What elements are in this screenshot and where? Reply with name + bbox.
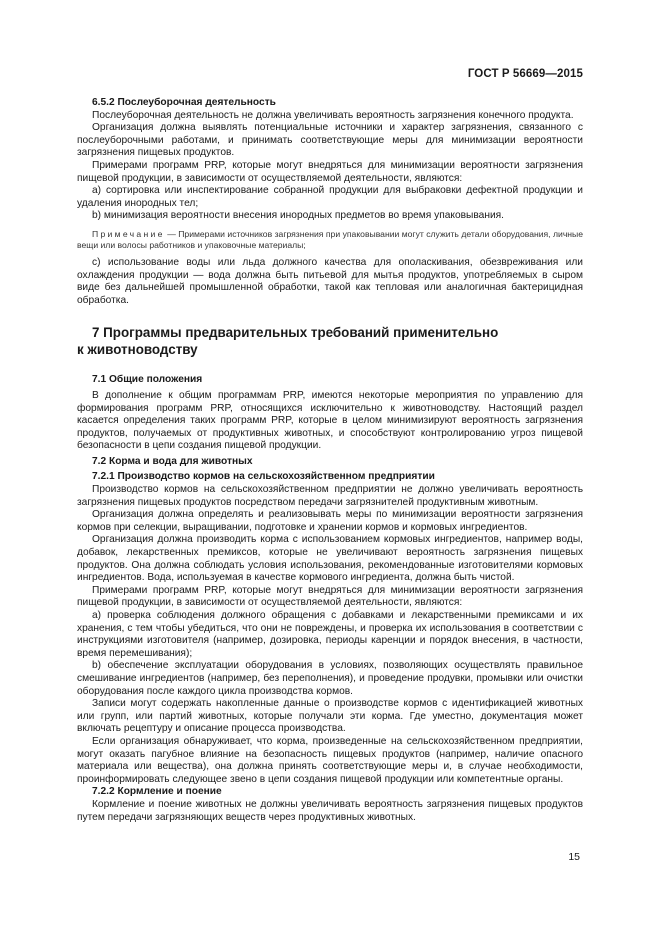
section-6-5-2-heading: 6.5.2 Послеуборочная деятельность — [92, 97, 276, 108]
paragraph: Если организация обнаруживает, что корма, произведенные на сельскохозяйственном предприятии, могут оказать пагубное влияние на безопасность пищевых продуктов (например, наличие опасного материала или вещества), она должна принять соответствующие меры и, в случае необходимости, проинформировать следующее звено в цепи создания пищевой продукции или компетентные органы. — [77, 735, 583, 785]
list-item: a) сортировка или инспектирование собранной продукции для выбраковки дефектной продукции и удаления инородных тел; — [77, 185, 583, 209]
paragraph: Послеуборочная деятельность не должна увеличивать вероятность загрязнения конечного продукта. — [92, 109, 574, 121]
paragraph: Организация должна выявлять потенциальные источники и характер загрязнения, связанного с послеуборочными работами, и принимать соответствующие меры для минимизации вероятности загрязнения пищевых продуктов. — [77, 122, 583, 159]
paragraph: В дополнение к общим программам PRP, имеются некоторые мероприятия по управлению для формирования программ PRP, относящихся исключительно к животноводству. Настоящий раздел касается определения таких программ PRP, которые в целом минимизируют вероятность загрязнения продуктов, получаемых от продуктивных животных, и способствуют контролированию угроз пищевой безопасности в цепи создания пищевой продукции. — [77, 389, 583, 452]
section-7-2-2-heading: 7.2.2 Кормление и поение — [92, 786, 222, 798]
note-text: — Примерами источников загрязнения при упаковывании могут служить детали оборудования, личные вещи или волосы работников и упаковочные материалы; — [77, 228, 583, 250]
paragraph: Записи могут содержать накопленные данные о производстве кормов с идентификацией животных или групп, или партий животных, которые получали эти корма. Где уместно, документация может включать рецептуру и описание процесса производства. — [77, 698, 583, 735]
paragraph: Производство кормов на сельскохозяйственном предприятии не должно увеличивать вероятность загрязнения пищевых продуктов посредством передачи загрязнителей продуктивным животным. — [77, 484, 583, 508]
paragraph: Примерами программ PRP, которые могут внедряться для минимизации вероятности загрязнения пищевой продукции, в зависимости от осуществляемой деятельности, являются: — [77, 159, 583, 184]
note — [77, 229, 583, 251]
page-content — [77, 97, 583, 824]
paragraph: Кормление и поение животных не должны увеличивать вероятность загрязнения пищевых продуктов путем передачи загрязняющих веществ через продуктивных животных. — [77, 798, 583, 823]
paragraph: Организация должна производить корма с использованием кормовых ингредиентов, например воды, добавок, лекарственных премиксов, которые не увеличивают вероятность загрязнения пищевых продуктов. Она должна соблюдать условия использования, рекомендованные изготовителями кормовых ингредиентов. Вода, используемая в качестве кормового ингредиента, должна быть чистой. — [77, 534, 583, 584]
document-code: ГОСТ Р 56669—2015 — [467, 68, 583, 80]
section-7-2-1-heading: 7.2.1 Производство кормов на сельскохозяйственном предприятии — [92, 471, 435, 483]
chapter-7-title — [77, 325, 583, 358]
section-7-2-heading: 7.2 Корма и вода для животных — [92, 455, 253, 467]
paragraph: Примерами программ PRP, которые могут внедряться для минимизации вероятности загрязнения пищевой продукции, в зависимости от осуществляемой деятельности, являются: — [77, 584, 583, 609]
list-item: b) обеспечение эксплуатации оборудования в условиях, позволяющих осуществлять правильное смешивание ингредиентов (например, без переполнения), и проведение продувки, промывки или очистки оборудования после каждого цикла производства кормов. — [77, 660, 583, 697]
list-item: a) проверка соблюдения должного обращения с добавками и лекарственными премиксами и их хранения, с тем чтобы убедиться, что они не повреждены, и проверка их использования в соответствии с инструкциями изготовителя (например, дозировка, периоды каренции и порядок внесения, в частности, время перемешивания); — [77, 610, 583, 659]
list-item: c) использование воды или льда должного качества для ополаскивания, обезвреживания или охлаждения продукции — вода должна быть питьевой для мытья продуктов, употребляемых в сыром виде без дальнейшей промышленной обработки, такой как тепловая или аналогичная бактерицидная обработка. — [77, 256, 583, 306]
section-7-1-heading: 7.1 Общие положения — [92, 374, 203, 386]
chapter-title-line: 7 Программы предварительных требований применительно — [92, 325, 499, 341]
list-item: b) минимизация вероятности внесения инородных предметов во время упаковывания. — [92, 210, 505, 222]
chapter-title-line: к животноводству — [77, 341, 198, 357]
note-label: Примечание — [92, 228, 165, 239]
paragraph: Организация должна определять и реализовывать меры по минимизации вероятности загрязнения кормов при селекции, выращивании, подготовке и хранении кормов и кормовых ингредиентов. — [77, 509, 583, 533]
page-number: 15 — [568, 851, 580, 863]
